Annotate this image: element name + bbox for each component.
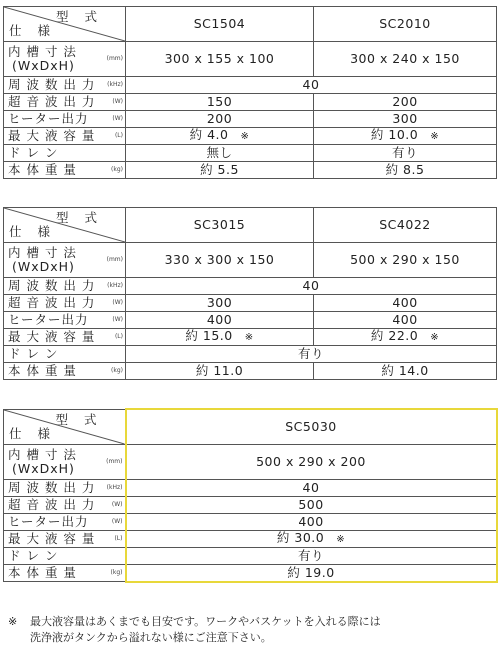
label-subtext: (WxDxH) <box>12 460 75 476</box>
label-text: 最 大 液 容 量 <box>8 530 96 546</box>
note-mark: ※ <box>240 131 250 142</box>
label-subtext: (WxDxH) <box>12 58 75 73</box>
label-text: ド レ ン <box>8 547 59 563</box>
cell-value: 300 <box>314 111 497 128</box>
row-label-ultrasonic-output <box>4 496 126 513</box>
label-text: 最 大 液 容 量 <box>8 128 96 143</box>
unit-label: (W) <box>112 299 123 306</box>
value-text: 約 22.0 <box>370 328 419 343</box>
row-label-frequency <box>4 77 126 94</box>
unit-label: (kHz) <box>107 81 123 88</box>
spec-table-1 <box>3 6 497 179</box>
row-label-ultrasonic-output <box>4 94 126 111</box>
spec-header-label: 仕 様 <box>9 425 56 441</box>
unit-label: (L) <box>114 333 123 340</box>
note-mark: ※ <box>430 332 440 343</box>
model-name: SC4022 <box>314 208 497 243</box>
header-corner-cell <box>4 409 126 444</box>
label-text: 本 体 重 量 <box>8 162 77 177</box>
row-label-heater-output <box>4 312 126 329</box>
label-text: 超 音 波 出 力 <box>8 295 96 310</box>
cell-value: 500 x 290 x 150 <box>314 243 497 278</box>
row-label-dimensions <box>4 243 126 278</box>
cell-value: 無し <box>126 145 314 162</box>
value-text: 約 4.0 <box>189 127 229 142</box>
cell-value: 400 <box>126 312 314 329</box>
unit-label: (mm) <box>106 55 123 62</box>
unit-label: (W) <box>111 500 123 508</box>
spec-table-2 <box>3 207 497 380</box>
cell-value: 200 <box>126 111 314 128</box>
unit-label: (kg) <box>111 166 123 173</box>
cell-value: 150 <box>126 94 314 111</box>
type-header-label: 型 式 <box>55 411 103 427</box>
row-label-max-liquid <box>4 530 126 547</box>
cell-value <box>314 329 497 346</box>
row-label-weight <box>4 363 126 380</box>
label-text: 内 槽 寸 法 <box>8 446 77 462</box>
unit-label: (W) <box>112 115 123 122</box>
cell-value: 40 <box>126 278 497 295</box>
footnote-line-1: 最大液容量はあくまでも目安です。ワークやバスケットを入れる際には <box>30 615 381 628</box>
row-label-weight <box>4 564 126 582</box>
cell-value: 約 19.0 <box>126 564 497 582</box>
footnote-line-2: 洗浄液がタンクから溢れない様にご注意下さい。 <box>30 631 272 644</box>
spec-header-label: 仕 様 <box>9 23 56 38</box>
cell-value: 500 x 290 x 200 <box>126 444 497 479</box>
row-label-frequency <box>4 278 126 295</box>
label-text: 周 波 数 出 力 <box>8 479 96 495</box>
row-label-frequency <box>4 479 126 496</box>
label-text: ヒーター出力 <box>8 312 89 327</box>
row-label-heater-output <box>4 111 126 128</box>
header-corner-cell <box>4 7 126 42</box>
cell-value: 300 x 240 x 150 <box>314 42 497 77</box>
row-label-drain <box>4 547 126 564</box>
cell-value: 300 <box>126 295 314 312</box>
row-label-drain <box>4 145 126 162</box>
label-text: 最 大 液 容 量 <box>8 329 96 344</box>
cell-value: 約 5.5 <box>126 162 314 179</box>
cell-value <box>126 128 314 145</box>
label-text: ド レ ン <box>8 145 59 160</box>
model-name: SC3015 <box>126 208 314 243</box>
value-text: 約 30.0 <box>276 529 325 545</box>
type-header-label: 型 式 <box>56 9 103 24</box>
cell-value: 40 <box>126 479 497 496</box>
cell-value: 約 8.5 <box>314 162 497 179</box>
model-name: SC1504 <box>126 7 314 42</box>
model-name: SC2010 <box>314 7 497 42</box>
value-text: 約 10.0 <box>370 127 419 142</box>
unit-label: (kHz) <box>107 282 123 289</box>
cell-value: 有り <box>126 346 497 363</box>
row-label-max-liquid <box>4 128 126 145</box>
row-label-drain <box>4 346 126 363</box>
unit-label: (kg) <box>111 367 123 374</box>
cell-value: 400 <box>314 295 497 312</box>
unit-label: (L) <box>114 534 123 542</box>
row-label-ultrasonic-output <box>4 295 126 312</box>
unit-label: (mm) <box>106 256 123 263</box>
spec-header-label: 仕 様 <box>9 224 56 239</box>
cell-value: 約 11.0 <box>126 363 314 380</box>
row-label-max-liquid <box>4 329 126 346</box>
spec-table-3 <box>3 408 498 583</box>
label-text: ド レ ン <box>8 346 59 361</box>
row-label-dimensions <box>4 444 126 479</box>
header-corner-cell <box>4 208 126 243</box>
type-header-label: 型 式 <box>56 210 103 225</box>
label-text: ヒーター出力 <box>8 111 89 126</box>
cell-value: 約 14.0 <box>314 363 497 380</box>
label-text: 本 体 重 量 <box>8 363 77 378</box>
note-mark: ※ <box>430 131 440 142</box>
label-text: 周 波 数 出 力 <box>8 278 96 293</box>
cell-value: 200 <box>314 94 497 111</box>
unit-label: (W) <box>112 316 123 323</box>
cell-value: 500 <box>126 496 497 513</box>
label-subtext: (WxDxH) <box>12 259 75 274</box>
row-label-heater-output <box>4 513 126 530</box>
cell-value: 40 <box>126 77 497 94</box>
unit-label: (W) <box>111 517 123 525</box>
cell-value <box>126 530 497 547</box>
row-label-weight <box>4 162 126 179</box>
label-text: ヒーター出力 <box>8 513 89 529</box>
footnote <box>8 614 381 646</box>
cell-value: 有り <box>314 145 497 162</box>
row-label-dimensions <box>4 42 126 77</box>
unit-label: (kHz) <box>106 483 123 491</box>
label-text: 超 音 波 出 力 <box>8 94 96 109</box>
label-text: 内 槽 寸 法 <box>8 245 77 260</box>
unit-label: (L) <box>114 132 123 139</box>
label-text: 内 槽 寸 法 <box>8 44 77 59</box>
cell-value: 400 <box>126 513 497 530</box>
note-mark: ※ <box>244 332 254 343</box>
label-text: 超 音 波 出 力 <box>8 496 96 512</box>
unit-label: (kg) <box>110 568 123 576</box>
model-name: SC5030 <box>126 409 497 444</box>
footnote-mark: ※ <box>8 615 18 628</box>
cell-value: 330 x 300 x 150 <box>126 243 314 278</box>
cell-value: 有り <box>126 547 497 564</box>
unit-label: (mm) <box>106 457 123 465</box>
label-text: 周 波 数 出 力 <box>8 77 96 92</box>
cell-value: 400 <box>314 312 497 329</box>
cell-value: 300 x 155 x 100 <box>126 42 314 77</box>
note-mark: ※ <box>336 533 346 545</box>
cell-value <box>314 128 497 145</box>
cell-value <box>126 329 314 346</box>
label-text: 本 体 重 量 <box>8 564 77 580</box>
unit-label: (W) <box>112 98 123 105</box>
value-text: 約 15.0 <box>185 328 233 343</box>
